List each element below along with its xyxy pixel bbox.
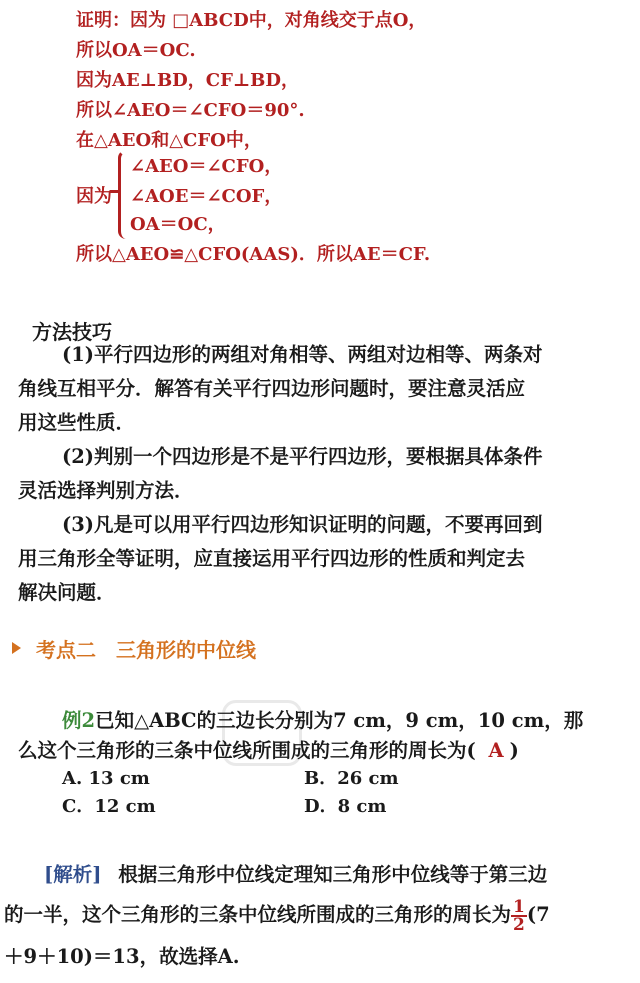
method-p3-line2: 用三角形全等证明，应直接运用平行四边形的性质和判定去 — [18, 547, 526, 570]
proof-line-2: 所以OA＝OC. — [76, 40, 196, 61]
proof-case-3: OA＝OC， — [130, 214, 226, 235]
proof-line-5: 在△AEO和△CFO中， — [76, 130, 262, 151]
example-answer: A — [488, 739, 504, 762]
proof-line-1: 证明：因为 □ABCD中，对角线交于点O， — [76, 10, 427, 31]
proof-case-1: ∠AEO＝∠CFO， — [130, 156, 283, 177]
analysis-text-2: 的一半，这个三角形的三条中位线所围成的三角形的周长为 — [4, 903, 512, 926]
example-close-paren: ) — [509, 739, 519, 762]
proof-conclusion: 所以△AEO≌△CFO(AAS)．所以AE＝CF. — [76, 244, 431, 265]
fraction-numerator: 1 — [513, 896, 525, 917]
method-p2-line2: 灵活选择判别方法． — [18, 479, 194, 502]
method-p3-line3: 解决问题． — [18, 581, 116, 604]
example-text-1: 已知△ABC的三边长分别为7 cm，9 cm，10 cm，那 — [95, 709, 584, 732]
example-line1 — [62, 704, 583, 738]
analysis-line2 — [4, 898, 550, 933]
method-p2-line1: (2)判别一个四边形是不是平行四边形，要根据具体条件 — [62, 445, 543, 468]
method-p1-line3: 用这些性质． — [18, 411, 136, 434]
analysis-label: [解析] — [44, 863, 102, 886]
method-p1-line1: (1)平行四边形的两组对角相等、两组对边相等、两条对 — [62, 343, 543, 366]
proof-line-4: 所以∠AEO＝∠CFO＝90°. — [76, 100, 305, 121]
method-title: 方法技巧 — [32, 320, 112, 344]
option-a: A. 13 cm — [62, 768, 150, 789]
example-text-2: 么这个三角形的三条中位线所围成的三角形的周长为( — [18, 739, 476, 762]
analysis-line1 — [44, 858, 547, 892]
analysis-line3: ＋9＋10)＝13，故选择A. — [4, 945, 240, 968]
proof-line-3: 因为AE⊥BD，CF⊥BD， — [76, 70, 299, 91]
method-p1-line2: 角线互相平分．解答有关平行四边形问题时，要注意灵活应 — [18, 377, 526, 400]
section2-title: 考点二 三角形的中位线 — [36, 638, 256, 662]
fraction-denominator: 2 — [513, 914, 525, 935]
triangle-bullet-icon — [12, 642, 21, 654]
proof-case-2: ∠AOE＝∠COF， — [130, 186, 283, 207]
option-b: B．26 cm — [304, 768, 399, 789]
example-label: 例2 — [62, 709, 96, 732]
option-c: C．12 cm — [62, 796, 156, 817]
option-d: D．8 cm — [304, 796, 387, 817]
method-p3-line1: (3)凡是可以用平行四边形知识证明的问题，不要再回到 — [62, 513, 543, 536]
analysis-text-2-tail: (7 — [526, 903, 550, 926]
proof-case-label: 因为 — [76, 186, 112, 207]
analysis-text-1: 根据三角形中位线定理知三角形中位线等于第三边 — [118, 863, 548, 886]
one-half-fraction — [511, 896, 527, 935]
